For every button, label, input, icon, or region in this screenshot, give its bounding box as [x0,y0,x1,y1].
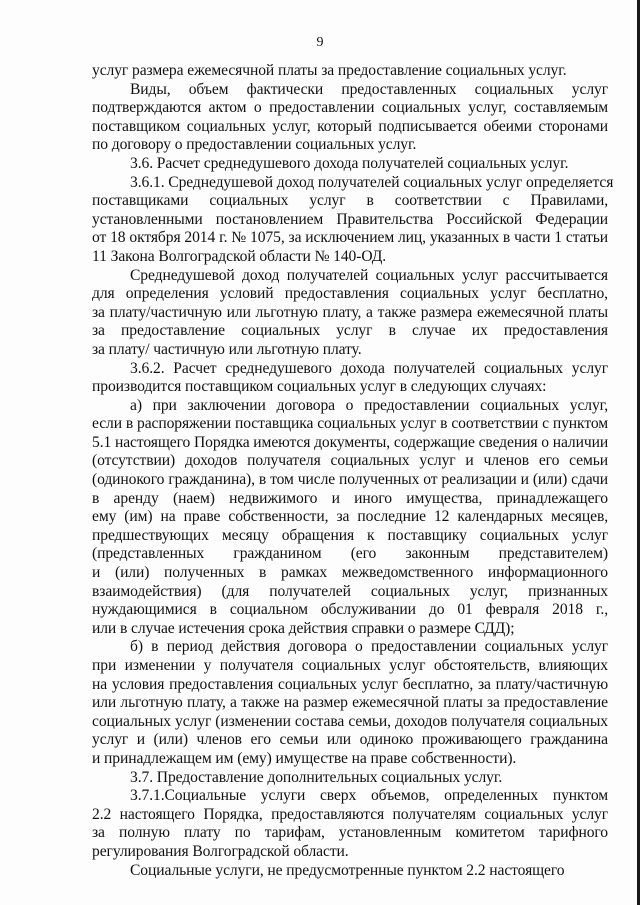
text-line: за плату/ частичную или льготную плату. [92,340,362,358]
text-line: (одинокого гражданина), в том числе полученных от реализации и (или) сдачи [92,471,608,489]
text-line: предшествующих месяцу обращения к поставщику социальных услуг [92,526,608,544]
text-line: 3.6. Расчет среднедушевого дохода получателей социальных услуг. [130,154,569,172]
text-line: услуг размера ежемесячной платы за предоставление социальных услуг. [92,62,567,79]
text-line: 2.2 настоящего Порядка, предоставляются получателям социальных услуг [92,805,608,823]
text-line: на условия предоставления социальных услуг бесплатно, за плату/частичную [92,675,608,693]
text-line: за полную плату по тарифам, установленным комитетом тарифного [92,824,608,842]
text-line: нуждающимися в социальном обслуживании до 01 февраля 2018 г., [92,601,608,619]
text-line: 5.1 настоящего Порядка имеются документы, содержащие сведения о наличии [92,433,609,451]
text-line: 3.7. Предоставление дополнительных социальных услуг. [130,768,503,786]
text-line: 3.6.1. Среднедушевой доход получателей социальных услуг определяется [130,173,614,191]
text-line: регулирования Волгоградской области. [92,842,349,860]
text-line: а) при заключении договора о предоставлении социальных услуг, [130,396,608,414]
text-line: от 18 октября 2014 г. № 1075, за исключением лиц, указанных в части 1 статьи [92,229,608,247]
text-line: при изменении у получателя социальных услуг обстоятельств, влияющих [92,657,608,674]
text-line: по договору о предоставлении социальных услуг. [92,136,417,154]
text-line: за плату/частичную или льготную плату, а также размера ежемесячной платы [92,303,608,321]
text-line: и принадлежащем им (ему) имуществе на праве собственности). [92,749,517,767]
document-body [92,62,614,880]
text-line: для определения условий предоставления социальных услуг бесплатно, [92,285,608,303]
text-line: услуг и (или) членов его семьи или одиноко проживающего гражданина [92,731,608,749]
text-line: или в случае истечения срока действия справки о размере СДД); [92,619,515,637]
text-line: если в распоряжении поставщика социальных услуг в соответствии с пунктом [92,415,608,433]
text-line: или льготную плату, а также на размер ежемесячной платы за предоставление [92,694,608,712]
text-line: 11 Закона Волгоградской области № 140-ОД. [92,247,387,265]
text-line: в аренду (наем) недвижимого и иного имущества, принадлежащего [92,489,608,507]
text-line: Социальные услуги, не предусмотренные пунктом 2.2 настоящего [130,861,565,879]
text-line: взаимодействия) (для получателей социальных услуг, признанных [92,582,608,600]
text-line: поставщиками социальных услуг в соответствии с Правилами, [92,192,608,210]
text-line: Виды, объем фактически предоставленных социальных услуг [130,80,608,98]
text-line: и (или) полученных в рамках межведомственного информационного [92,564,608,582]
text-line: производится поставщиком социальных услуг в следующих случаях: [92,378,547,396]
text-line: 3.6.2. Расчет среднедушевого дохода получателей социальных услуг [130,359,608,377]
text-line: 3.7.1.Социальные услуги сверх объемов, определенных пунктом [130,787,608,805]
text-line: (представленных гражданином (его законным представителем) [92,545,608,563]
text-line: (отсутствии) доходов получателя социальных услуг и членов его семьи [92,452,608,470]
text-line: установленными постановлением Правительства Российской Федерации [92,210,608,228]
text-line: за предоставление социальных услуг в случае их предоставления [92,322,608,340]
text-line: ему (им) на праве собственности, за последние 12 календарных месяцев, [92,508,608,526]
text-line: социальных услуг (изменении состава семьи, доходов получателя социальных [92,712,608,730]
text-line: поставщиком социальных услуг, который подписывается обеими сторонами [92,117,608,135]
text-line: б) в период действия договора о предоставлении социальных услуг [130,638,608,656]
text-line: подтверждаются актом о предоставлении социальных услуг, составляемым [92,99,608,117]
text-line: Среднедушевой доход получателей социальных услуг рассчитывается [130,266,608,284]
page-number: 9 [316,35,324,50]
